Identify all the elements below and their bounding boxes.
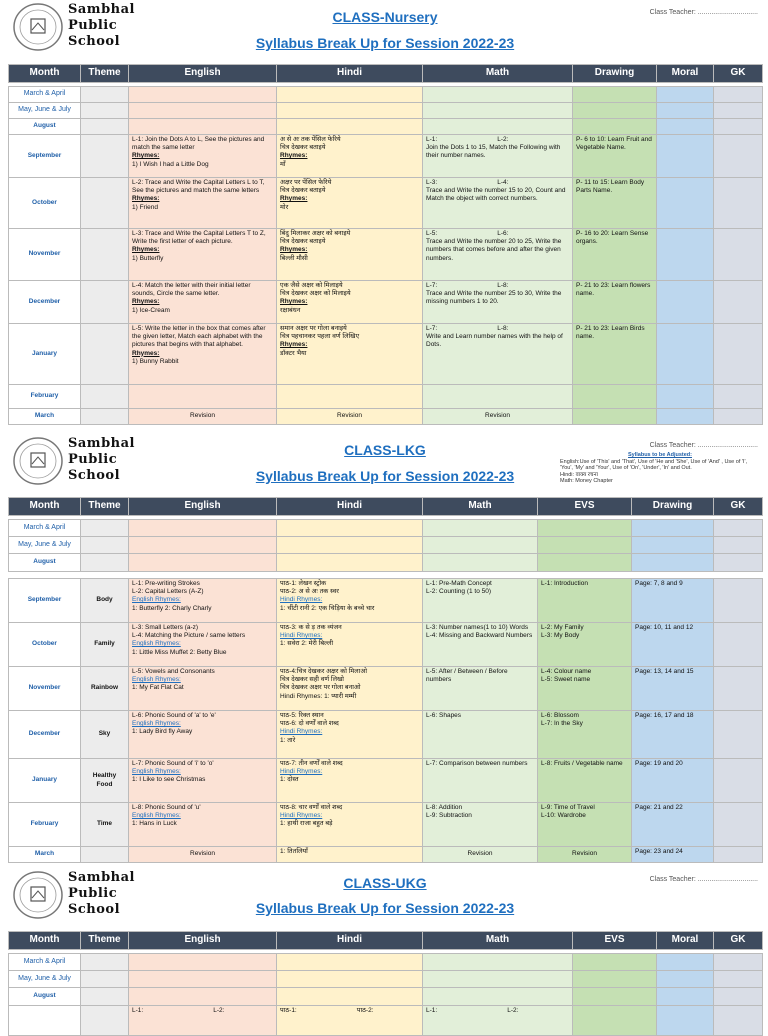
- col-english: English: [129, 932, 277, 950]
- march-cell: March: [9, 847, 81, 863]
- english-cell: L-3: Small Letters (a-z) L-4: Matching the Picture / same letters English Rhymes: 1: Little Miss Muffet 2: Betty Blue: [129, 623, 277, 667]
- hindi-cell: पाठ-7: तीन वर्णों वाले शब्द Hindi Rhymes: 1: दोस्त: [277, 759, 423, 803]
- class-title: CLASS-UKG: [343, 875, 427, 891]
- table-row: January L-5: Write the letter in the box that comes after the given letter, Match each alphabet with the pictures that begins with that alphabet. Rhymes: 1) Bunny Rabbit समान अक्षर पर गोला बनाइये चित्र पहचानकर पहला वर्ण लिखिए Rhymes: डॉक्टर भैया L-7: L-8: Write and Learn number names with the help of Dots. P- 21 to 23: Learn Birds name.: [9, 324, 763, 385]
- english-cell: L-6: Phonic Sound of 'a' to 'e' English Rhymes: 1: Lady Bird fly Away: [129, 711, 277, 759]
- evs-cell: L-6: Blossom L-7: In the Sky: [538, 711, 632, 759]
- ukg-syllabus-table: [8, 931, 763, 1036]
- drawing-cell: Page: 16, 17 and 18: [632, 711, 714, 759]
- class-teacher-label: Class Teacher: ...............................: [649, 442, 758, 449]
- syllabus-adjust-note: Syllabus to be Adjusted: English:Use of 'This' and 'That', Use of 'He and 'She', Use of 'And' , Use of 'I', 'You', 'My' and 'Your', Use of 'On', 'Under', 'In' and Out. Hindi: वाक्य रचना Math: Money Chapter: [560, 452, 748, 485]
- table-row: [9, 711, 763, 759]
- table-row: August: [9, 119, 763, 135]
- english-cell: L-1: Pre-writing Strokes L-2: Capital Letters (A-Z) English Rhymes: 1: Butterfly 2: Charly Charly: [129, 579, 277, 623]
- col-evs: EVS: [538, 498, 632, 516]
- table-row: November L-3: Trace and Write the Capital Letters T to Z, Write the first letter of each picture. Rhymes: 1) Butterfly बिंदु मिलाकर अक्षर को बनाइये चित्र देखकर बताइये Rhymes: बिल्ली मौसी L-5: L-6: Trace and Write the number 20 to 25, Write the numbers that comes before and after the given numbers. P- 16 to 20: Learn Sense organs.: [9, 229, 763, 281]
- session-title: Syllabus Break Up for Session 2022-23: [255, 900, 515, 916]
- session-title: Syllabus Break Up for Session 2022-23: [255, 35, 515, 51]
- table-row: February: [9, 385, 763, 409]
- english-cell: L-7: Phonic Sound of 'i' to 'o' English Rhymes: 1: I Like to see Christmas: [129, 759, 277, 803]
- theme-cell: Healthy Food: [81, 759, 129, 803]
- nursery-syllabus-table: [8, 64, 763, 425]
- month-cell: February: [9, 803, 81, 847]
- hindi-cell: पाठ-5: रिक्त स्थान पाठ-6: दो वर्णों वाले शब्द Hindi Rhymes: 1: तारे: [277, 711, 423, 759]
- drawing-cell: Page: 7, 8 and 9: [632, 579, 714, 623]
- gk-cell: [714, 579, 763, 623]
- english-cell: L-8: Phonic Sound of 'u' English Rhymes: 1: Hans in Luck: [129, 803, 277, 847]
- drawing-cell: Page: 21 and 22: [632, 803, 714, 847]
- hindi-cell: पाठ-4:चित्र देखकर अक्षर को मिलाओ चित्र देखकर सही वर्ण लिखो चित्र देखकर अक्षर पर गोला बनाओ Hindi Rhymes: 1: प्यारी मम्मी: [277, 667, 423, 711]
- lkg-month-rows: [8, 578, 763, 863]
- march-cell: Page: 23 and 24: [632, 847, 714, 863]
- table-row: August: [9, 988, 763, 1006]
- table-row: [9, 847, 763, 863]
- table-row: March Revision Revision Revision: [9, 409, 763, 425]
- table-row: March & April: [9, 954, 763, 971]
- table-row: [9, 759, 763, 803]
- theme-cell: Sky: [81, 711, 129, 759]
- col-gk: GK: [714, 65, 763, 83]
- school-name: Sambhal Public School: [68, 870, 135, 917]
- month-cell: November: [9, 667, 81, 711]
- nursery-section: [8, 0, 762, 425]
- table-row: December L-4: Match the letter with their initial letter sounds, Circle the same letter. Rhymes: 1) Ice-Cream एक जैसे अक्षर को मिलाइये चित्र देखकर अक्षर को मिलाइये Rhymes: रक्षाबंधन L-7: L-8: Trace and Write the number 25 to 30, Write the missing numbers 1 to 20. P- 21 to 23: Learn flowers name.: [9, 281, 763, 324]
- hindi-cell: पाठ-3: क से ड़ तक व्यंजन Hindi Rhymes: 1: सवेरा 2: मेरी बिल्ली: [277, 623, 423, 667]
- table-row: September L-1: Join the Dots A to L, See the pictures and match the same letter Rhymes: 1) I Wish I had a Little Dog अ से अः तक पेंसिल फेरिये चित्र देखकर बताइये Rhymes: माँ L-1: L-2: Join the Dots 1 to 15, Match the Following with their number names. P- 6 to 10: Learn Fruit and Vegetable Name.: [9, 135, 763, 178]
- col-math: Math: [423, 932, 573, 950]
- drawing-cell: Page: 10, 11 and 12: [632, 623, 714, 667]
- table-row: L-1: L-2: पाठ-1: पाठ-2: L-1: L-2:: [9, 1006, 763, 1036]
- class-title: CLASS-LKG: [344, 442, 426, 458]
- lkg-syllabus-table: [8, 497, 763, 572]
- table-row: March & April: [9, 520, 763, 537]
- col-english: English: [129, 65, 277, 83]
- gk-cell: [714, 623, 763, 667]
- table-row: August: [9, 554, 763, 572]
- col-gk: GK: [714, 498, 763, 516]
- theme-cell: Family: [81, 623, 129, 667]
- march-cell: Revision: [423, 847, 538, 863]
- month-cell: October: [9, 623, 81, 667]
- evs-cell: L-2: My Family L-3: My Body: [538, 623, 632, 667]
- math-cell: L-7: Comparison between numbers: [423, 759, 538, 803]
- gk-cell: [714, 711, 763, 759]
- math-cell: L-8: Addition L-9: Subtraction: [423, 803, 538, 847]
- col-hindi: Hindi: [277, 932, 423, 950]
- class-teacher-label: Class Teacher: ...............................: [649, 9, 758, 16]
- col-gk: GK: [714, 932, 763, 950]
- col-month: Month: [9, 932, 81, 950]
- march-cell: 1: तितलियाँ: [277, 847, 423, 863]
- hindi-cell: पाठ-1: लेखन स्ट्रोक पाठ-2: अ से अः तक स्वर Hindi Rhymes: 1: चींटी रानी 2: एक चिड़िया के बच्चे चार: [277, 579, 423, 623]
- drawing-cell: Page: 13, 14 and 15: [632, 667, 714, 711]
- header-row: [9, 932, 763, 950]
- col-hindi: Hindi: [277, 65, 423, 83]
- class-teacher-label: Class Teacher: ...............................: [649, 876, 758, 883]
- col-evs: EVS: [573, 932, 657, 950]
- hindi-cell: पाठ-8: चार वर्णों वाले शब्द Hindi Rhymes: 1: हाथी राजा बहुत बड़े: [277, 803, 423, 847]
- col-math: Math: [423, 498, 538, 516]
- lkg-section: [8, 434, 762, 864]
- evs-cell: L-4: Colour name L-5: Sweet name: [538, 667, 632, 711]
- table-row: [9, 803, 763, 847]
- math-cell: L-5: After / Between / Before numbers: [423, 667, 538, 711]
- evs-cell: L-9: Time of Travel L-10: Wardrobe: [538, 803, 632, 847]
- table-row: March & April: [9, 87, 763, 103]
- header-row: [9, 65, 763, 83]
- col-hindi: Hindi: [277, 498, 423, 516]
- evs-cell: L-8: Fruits / Vegetable name: [538, 759, 632, 803]
- class-title: CLASS-Nursery: [332, 9, 438, 25]
- march-cell: [714, 847, 763, 863]
- math-cell: L-1: Pre-Math Concept L-2: Counting (1 to 50): [423, 579, 538, 623]
- school-name: Sambhal Public School: [68, 436, 135, 483]
- march-cell: Revision: [129, 847, 277, 863]
- table-row: October L-2: Trace and Write the Capital Letters L to T, See the pictures and match the same letters Rhymes: 1) Friend अक्षर पर पेंसिल फेरिये चित्र देखकर बताइये Rhymes: मोर L-3: L-4: Trace and Write the number 15 to 20, Count and Match the object with correct numbers. P- 11 to 15: Learn Body Parts Name.: [9, 178, 763, 229]
- math-cell: L-6: Shapes: [423, 711, 538, 759]
- col-month: Month: [9, 498, 81, 516]
- table-row: [9, 579, 763, 623]
- col-moral: Moral: [657, 65, 714, 83]
- session-title: Syllabus Break Up for Session 2022-23: [255, 468, 515, 484]
- month-cell: September: [9, 579, 81, 623]
- theme-cell: Rainbow: [81, 667, 129, 711]
- table-row: [9, 667, 763, 711]
- gk-cell: [714, 803, 763, 847]
- table-row: May, June & July: [9, 971, 763, 988]
- table-row: May, June & July: [9, 103, 763, 119]
- march-cell: [81, 847, 129, 863]
- table-row: May, June & July: [9, 537, 763, 554]
- col-theme: Theme: [81, 498, 129, 516]
- col-drawing: Drawing: [632, 498, 714, 516]
- drawing-cell: Page: 19 and 20: [632, 759, 714, 803]
- col-math: Math: [423, 65, 573, 83]
- school-name: Sambhal Public School: [68, 2, 135, 49]
- english-cell: L-5: Vowels and Consonants English Rhymes: 1: My Fat Flat Cat: [129, 667, 277, 711]
- march-cell: Revision: [538, 847, 632, 863]
- theme-cell: Time: [81, 803, 129, 847]
- gk-cell: [714, 667, 763, 711]
- col-moral: Moral: [657, 932, 714, 950]
- col-theme: Theme: [81, 932, 129, 950]
- month-cell: December: [9, 711, 81, 759]
- month-cell: January: [9, 759, 81, 803]
- evs-cell: L-1: Introduction: [538, 579, 632, 623]
- gk-cell: [714, 759, 763, 803]
- col-drawing: Drawing: [573, 65, 657, 83]
- theme-cell: Body: [81, 579, 129, 623]
- ukg-section: [8, 868, 762, 1024]
- header-row: [9, 498, 763, 516]
- col-month: Month: [9, 65, 81, 83]
- col-english: English: [129, 498, 277, 516]
- col-theme: Theme: [81, 65, 129, 83]
- math-cell: L-3: Number names(1 to 10) Words L-4: Missing and Backward Numbers: [423, 623, 538, 667]
- table-row: [9, 623, 763, 667]
